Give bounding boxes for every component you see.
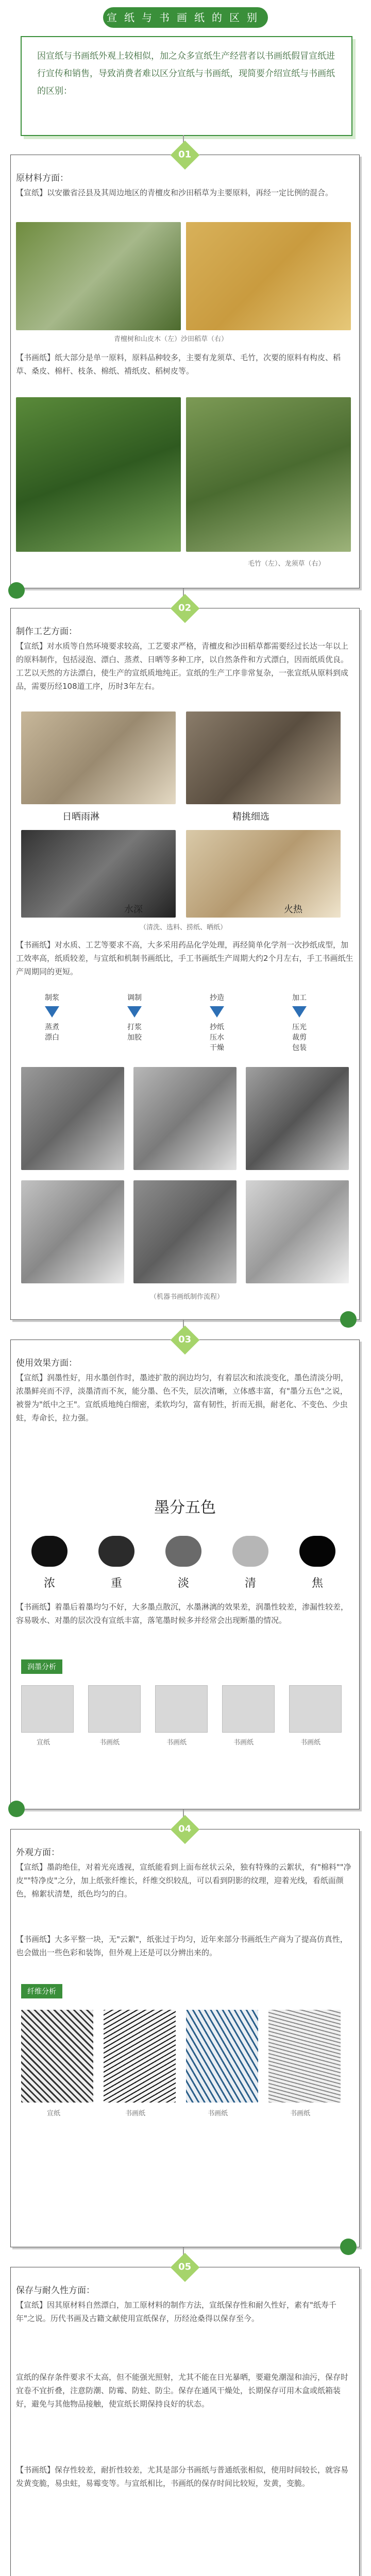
- section-paragraph: 【宣纸】以安徽省泾县及其周边地区的青檀皮和沙田稻草为主要原料，再经一定比例的混合。: [16, 188, 333, 197]
- image-label: 火热: [284, 904, 302, 915]
- ink-label: 清: [244, 1577, 256, 1590]
- section-title: 原材料方面：: [16, 173, 69, 183]
- arrow-down-icon: [127, 1006, 142, 1018]
- section-appearance: [10, 1824, 360, 2247]
- section-process: [10, 603, 360, 1320]
- ink-sample: [21, 1685, 74, 1733]
- selecting-photo: [186, 711, 341, 804]
- flow-step-label: 抄造: [210, 994, 224, 1002]
- section-title: 外观方面：: [16, 1848, 60, 1858]
- section-title: 保存与耐久性方面：: [16, 2285, 95, 2296]
- decor-dot: [340, 2239, 357, 2255]
- flow-step-detail: 蒸煮 漂白: [45, 1023, 59, 1042]
- section-paragraph: 【书画纸】纸大部分是单一原料，原料品种较多，主要有龙须草、毛竹，次要的原料有构皮、稻草、桑皮、棉杆、枝条、棉纸、褙纸皮、稻树皮等。: [16, 353, 341, 376]
- page-title: 宣纸与书画纸的区别: [103, 7, 268, 28]
- water-photo: [21, 830, 176, 918]
- ink-swatch: [31, 1536, 68, 1567]
- tree-photo: [16, 222, 181, 330]
- fire-photo: [186, 830, 341, 918]
- factory-photo: [133, 1180, 237, 1283]
- section-materials: [10, 149, 360, 588]
- straw-photo: [186, 222, 351, 330]
- sample-label: 书画纸: [300, 1739, 321, 1747]
- section-paragraph: 【宣纸】墨韵绝佳，对着光亮透视，宣纸能看到上面布丝状云朵，独有特殊的云絮状，有"棉料""净皮""特净皮"之分，加上纸张纤维长，纤维交织较乱，可以看到阴影的纹理，迎着光线，看纸面颜色，棉絮状清楚，纸色均匀的白。: [16, 1862, 351, 1899]
- image-label: 精挑细选: [232, 811, 269, 822]
- sample-label: 宣纸: [47, 2110, 61, 2117]
- flow-step-detail: 抄纸 压水 干燥: [210, 1023, 224, 1052]
- flow-step-detail: 压光 裁剪 包装: [292, 1023, 307, 1052]
- section-preservation: [10, 2262, 360, 2576]
- section-paragraph: 【宣纸】因其原材料自然漂白，加工原材料的制作方法，宣纸保存性和耐久性好，素有"纸寿千年"之说。历代书画及古籍文献使用宣纸保存，历经沧桑得以保存至今。: [16, 2300, 336, 2323]
- section-paragraph: 【书画纸】着墨后着墨均匀不好，大多墨点散沉，水墨淋漓的效果差，润墨性较差，渗漏性较差，容易吸水、对墨的层次没有宣纸丰富，落笔墨时候多并经常会出现断墨的情况。: [16, 1602, 349, 1625]
- ink-label: 重: [110, 1577, 122, 1590]
- section-paragraph: 【书画纸】对水质、工艺等要求不高，大多采用药品化学处理，再经简单化学剂一次抄纸成型，加工效率高，纸质较差，与宣纸和机制书画纸比，手工书画纸生产周期大约2个月左右，手工书画纸生产周期同的更短。: [16, 940, 353, 976]
- section-number-badge: 04: [171, 1815, 200, 1844]
- ink-label: 浓: [43, 1577, 55, 1590]
- sample-label: 书画纸: [233, 1739, 254, 1747]
- ink-title: 墨分五色: [154, 1499, 216, 1517]
- fiber-photo: [104, 2010, 176, 2103]
- sample-label: 书画纸: [99, 1739, 120, 1747]
- intro-text: 因宣纸与书画纸外观上较相似，加之众多宣纸生产经营者以书画纸假冒宣纸进行宣传和销售，导致消费者难以区分宣纸与书画纸，现简要介绍宣纸与书画纸的区别：: [37, 51, 335, 96]
- grass-photo: [186, 397, 351, 552]
- section-paragraph: 【宣纸】对水质等自然环境要求较高，工艺要求严格，青檀皮和沙田稻草都需要经过长达一年以上的原料制作，包括浸泡、漂白、蒸煮、日晒等多种工序，以自然条件和方式漂白，因而纸质优良。工艺以天然的方法漂白，使生产的宣纸质地纯正。宣纸的生产工序非常复杂，一张宣纸从原料到成品，需要历经108道工序，历时3年左右。: [16, 641, 349, 691]
- flow-step-label: 制浆: [45, 994, 59, 1002]
- section-number-badge: 03: [171, 1326, 200, 1355]
- ink-sample: [289, 1685, 342, 1733]
- section-number-badge: 05: [171, 2253, 200, 2282]
- photo-caption: 毛竹（左）、龙须草（右）: [248, 560, 325, 568]
- arrow-down-icon: [45, 1006, 59, 1018]
- analysis-tag: 润墨分析: [21, 1659, 62, 1674]
- image-caption: （清洗、选料、捞纸、晒纸）: [140, 924, 227, 931]
- flow-caption: （机器书画纸制作流程）: [150, 1293, 224, 1301]
- ink-label: 焦: [311, 1577, 323, 1590]
- sample-label: 宣纸: [37, 1739, 50, 1747]
- section-paragraph: 【书画纸】保存性较差，耐折性较差，尤其是部分书画纸与普通纸张相似，使用时间较长，就容易发黄变脆，易虫蛀，易霉变等。与宣纸相比，书画纸的保存时间比较短，发黄，变脆。: [16, 2465, 349, 2488]
- fiber-photo: [268, 2010, 341, 2103]
- bamboo-photo: [16, 397, 181, 552]
- factory-photo: [133, 1067, 237, 1170]
- sample-label: 书画纸: [125, 2110, 146, 2117]
- decor-dot: [8, 1801, 25, 1817]
- section-title: 使用效果方面：: [16, 1358, 77, 1368]
- ink-swatch: [299, 1536, 335, 1567]
- section-paragraph: 【宣纸】润墨性好，用水墨创作时，墨迹扩散的润边均匀，有着层次和浓淡变化，墨色清淡分明，浓墨鲜亮而不浮，淡墨清而不灰，能分墨、色不失，层次清晰，立体感丰富，有"墨分五色"之说，被誉为"纸中之王"。宣纸质地纯白细密，柔软均匀，富有韧性，折而无损，耐老化、不变色、少虫蛀，寿命长，拉力强。: [16, 1373, 349, 1422]
- sample-label: 书画纸: [290, 2110, 311, 2117]
- ink-swatch: [98, 1536, 134, 1567]
- ink-sample: [155, 1685, 208, 1733]
- decor-dot: [8, 582, 25, 599]
- section-number-badge: 01: [171, 141, 200, 170]
- flow-step-label: 加工: [292, 994, 307, 1002]
- ink-swatch: [232, 1536, 268, 1567]
- section-number-badge: 02: [171, 594, 200, 623]
- analysis-tag: 纤维分析: [21, 1984, 62, 1998]
- image-label: 水深: [124, 904, 143, 915]
- sample-label: 书画纸: [208, 2110, 228, 2117]
- decor-dot: [340, 1311, 357, 1328]
- fiber-photo: [21, 2010, 93, 2103]
- section-effect: [10, 1334, 360, 1809]
- ink-swatch: [165, 1536, 201, 1567]
- fiber-photo: [186, 2010, 258, 2103]
- factory-photo: [246, 1180, 349, 1283]
- drying-photo: [21, 711, 176, 804]
- image-label: 日晒雨淋: [62, 811, 99, 822]
- flow-step-label: 调制: [127, 994, 142, 1002]
- ink-sample: [222, 1685, 275, 1733]
- arrow-down-icon: [292, 1006, 307, 1018]
- factory-photo: [21, 1180, 124, 1283]
- factory-photo: [21, 1067, 124, 1170]
- intro-box: [21, 36, 352, 136]
- ink-label: 淡: [177, 1577, 189, 1590]
- section-paragraph: 【书画纸】大多平整一块，无"云絮"，纸张过于均匀，近年来部分书画纸生产商为了提高仿真性，也会做出一些色彩和装饰，但外观上还是可以分辨出来的。: [16, 1935, 348, 1957]
- section-paragraph: 宣纸的保存条件要求不太高，但不能强光照射，尤其不能在日光暴晒，要避免潮湿和油污，保存时宜卷不宜折叠，注意防潮、防霉、防蛀、防尘。保存在通风干燥处，长期保存可用木盒或纸箱装好，避免与其他物品接触，使宣纸长期保持良好的状态。: [16, 2372, 349, 2409]
- ink-sample: [88, 1685, 141, 1733]
- sample-label: 书画纸: [166, 1739, 187, 1747]
- section-title: 制作工艺方面：: [16, 626, 77, 637]
- arrow-down-icon: [210, 1006, 224, 1018]
- photo-caption: 青檀树和山皮木（左）沙田稻草（右）: [114, 335, 228, 343]
- flow-step-detail: 打浆 加胶: [127, 1023, 142, 1042]
- factory-photo: [246, 1067, 349, 1170]
